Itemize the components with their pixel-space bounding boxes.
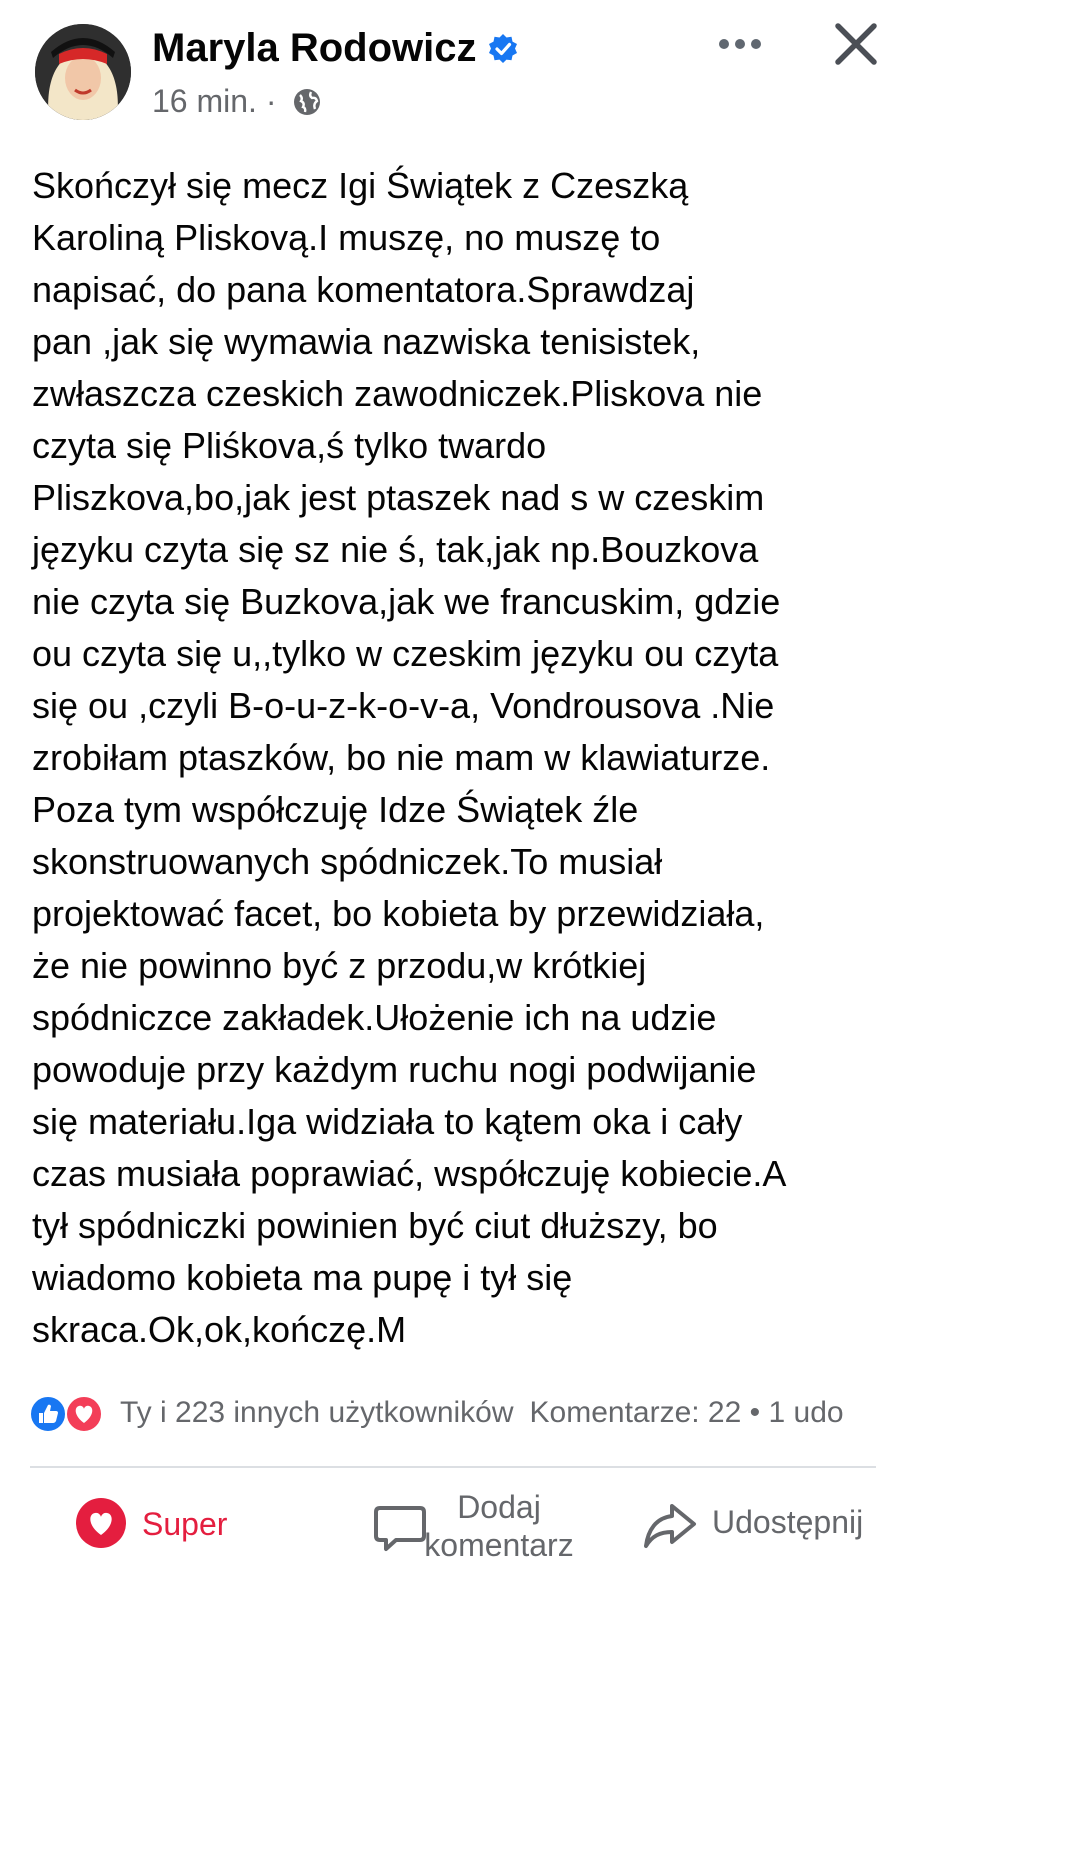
more-dots-icon [712, 24, 768, 64]
post-actions-bar [0, 1478, 1080, 1570]
super-reaction-button[interactable] [74, 1496, 228, 1558]
share-label: Udostępnij [712, 1504, 864, 1540]
divider [30, 1466, 876, 1468]
add-comment-label: Dodaj komentarz [424, 1489, 574, 1563]
author-avatar[interactable] [35, 24, 131, 120]
love-reaction-icon [64, 1394, 104, 1434]
globe-icon [291, 86, 323, 118]
reactions-count[interactable]: Ty i 223 innych użytkowników [120, 1396, 514, 1429]
post-stats-bar[interactable] [28, 1390, 1080, 1436]
add-comment-button[interactable] [372, 1488, 632, 1568]
post-meta [152, 82, 323, 120]
super-label: Super [142, 1506, 228, 1542]
heart-icon [74, 1496, 128, 1550]
comments-count[interactable]: Komentarze: 22 [529, 1396, 742, 1429]
comment-bubble-icon [372, 1500, 428, 1556]
share-button[interactable] [642, 1500, 864, 1560]
post-time[interactable]: 16 min. [152, 83, 257, 119]
post-header [0, 0, 1080, 150]
verified-badge-icon [487, 28, 519, 60]
more-options-button[interactable] [712, 24, 768, 64]
close-icon [830, 18, 882, 70]
share-arrow-icon [642, 1500, 698, 1552]
like-reaction-icon [28, 1394, 68, 1434]
author-name[interactable]: Maryla Rodowicz [152, 26, 477, 70]
reaction-icons[interactable] [28, 1390, 112, 1436]
meta-separator: · [265, 83, 277, 119]
author-name-row[interactable] [152, 24, 519, 72]
close-button[interactable] [830, 18, 882, 70]
shares-count[interactable]: • 1 udo [749, 1396, 844, 1429]
post-text: Skończył się mecz Igi Świątek z Czeszką Karoliną Pliskovą.I muszę, no muszę to napisać, do pana komentatora.Sprawdzaj pan ,jak się wymawia nazwiska tenisistek, zwłaszcza czeskich zawodniczek.Pliskova nie czyta się Pliśkova,ś tylko twardo Pliszkova,bo,jak jest ptaszek nad s w czeskim języku czyta się sz nie ś, tak,jak np.Bouzkova nie czyta się Buzkova,jak we francuskim, gdzie ou czyta się u,,tylko w czeskim języku ou czyta się ou ,czyli B-o-u-z-k-o-v-a, Vondrousova .Nie zrobiłam ptaszków, bo nie mam w klawiaturze. Poza tym współczuję Idze Świątek źle skonstruowanych spódniczek.To musiał projektować facet, bo kobieta by przewidziała, że nie powinno być z przodu,w krótkiej spódniczce zakładek.Ułożenie ich na udzie powoduje przy każdym ruchu nogi podwijanie się materiału.Iga widziała to kątem oka i cały czas musiała poprawiać, współczuję kobiecie.A tył spódniczki powinien być ciut dłuższy, bo wiadomo kobieta ma pupę i tył się skraca.Ok,ok,kończę.M [32, 165, 787, 1350]
